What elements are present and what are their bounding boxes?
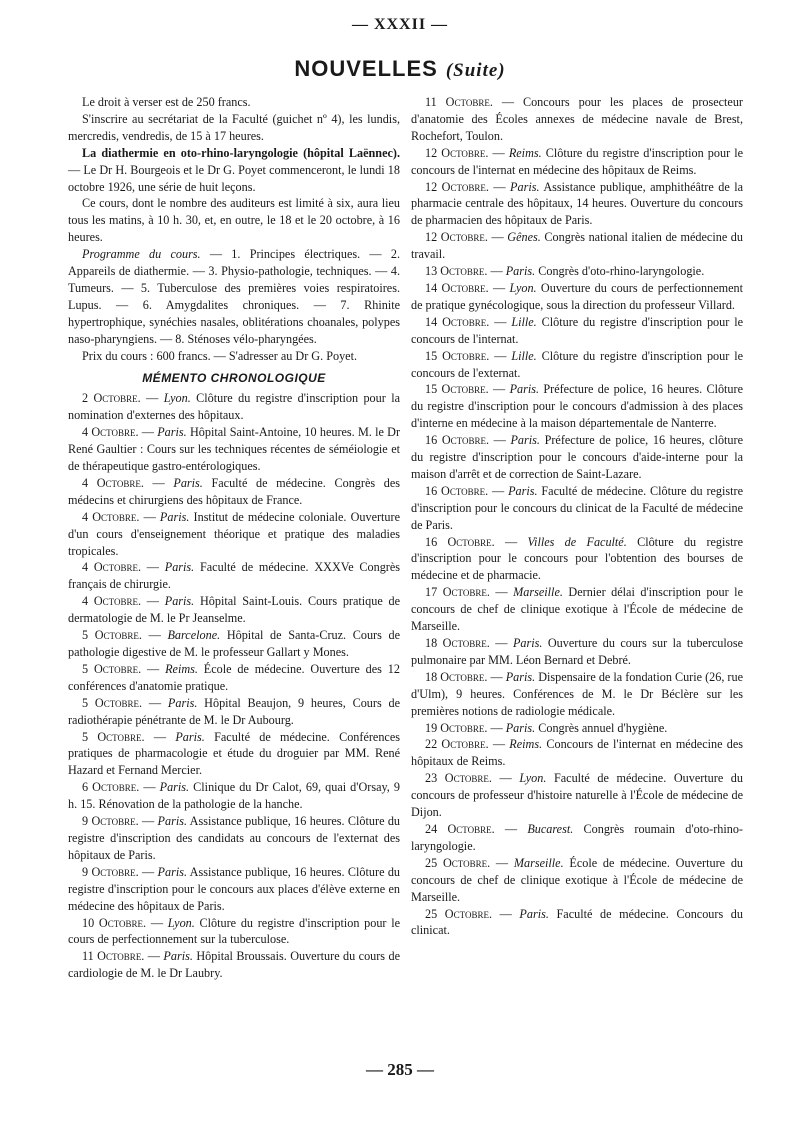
entry-text: Clôture du registre d'inscription pour le cours de perfectionnement sur la tuberculose. [68,915,400,947]
entry-place: Paris. [505,264,536,279]
entry-dash: — [144,949,164,964]
entry-dash: — [141,661,166,676]
entry-place: Lyon. [519,771,547,786]
paragraph-text: — Le Dr H. Bourgeois et le Dr G. Poyet commenceront, le lundi 18 octobre 1926, une série de huit leçons. [68,162,400,194]
entry-place: Paris. [167,695,198,710]
entry-place: Paris. [157,814,187,829]
entry-place: Paris. [159,780,190,795]
memento-entry [411,821,743,855]
entry-place: Paris. [164,560,195,575]
intro-paragraph [68,94,400,111]
paragraph-text: — 1. Principes électriques. — 2. Appareils de diathermie. — 3. Physio-pathologie, techniques. — 4. Tumeurs. — 5. Tuberculose des premières voies respiratoires. Lupus. — 6. Amygdalites chroniques. — 7. Rhinite hypertrophique, synéchies nasales, oblitérations choanales, polypes naso-pharyngiens. — 8. Sténoses vélo-pharyngées. [68,247,400,346]
memento-entry [68,509,400,560]
entry-text: Préfecture de police, 16 heures, clôture du registre d'inscription pour le concours d'aide-interne pour la maison d'arrêt et de correction de Saint-Lazare. [411,433,743,481]
memento-entry [411,584,743,635]
page-title [0,56,800,82]
memento-entry [411,432,743,483]
memento-entry [411,381,743,432]
paragraph-text: Le droit à verser est de 250 francs. [82,95,251,109]
entry-date: 25 Octobre. [425,855,491,870]
memento-entry [68,948,400,982]
entry-place: Paris. [510,433,540,448]
entry-dash: — [141,628,168,643]
entry-date: 24 Octobre. [425,821,495,836]
right-entries [411,94,743,939]
memento-entry [411,770,743,821]
paragraph-text: Ce cours, dont le nombre des auditeurs est limité à six, aura lieu tous les matins, à 10 h. 30, et, en outre, le 18 et le 20 octobre, à 16 heures. [68,196,400,245]
entry-date: 4 Octobre. [82,560,142,575]
memento-entry [68,813,400,864]
entry-text: Clôture du registre d'inscription pour le concours de l'internat en médecine des hôpitaux de Reims. [411,145,744,177]
memento-entry [68,729,400,780]
entry-place: Marseille. [513,585,563,600]
entry-place: Paris. [157,864,187,879]
memento-entry [411,635,743,669]
intro-paragraph [68,111,400,145]
entry-date: 15 Octobre. [425,382,489,397]
entry-dash: — [489,585,514,600]
memento-entry [411,94,743,145]
entry-date: 10 Octobre. [82,915,147,930]
entry-place: Paris. [512,636,543,650]
entry-text: École de médecine. Ouverture du concours de chef de clinique exotique à l'École de médecine de Marseille. [411,855,744,904]
entry-text: Concours pour les places de prosecteur d'anatomie des Écoles annexes de médecine navale de Brest, Rochefort, Toulon. [411,95,743,143]
page-number-roman: — XXXII — [351,16,449,33]
intro-paragraph [68,195,400,246]
entry-dash: — [488,483,509,498]
entry-text: Ouverture du cours sur la tuberculose pulmonaire par MM. Léon Bernard et Debré. [411,636,744,667]
title-suffix: (Suite) [445,60,506,81]
paragraph-text: Prix du cours : 600 francs. — S'adresser au Dr G. Poyet. [82,348,358,363]
entry-dash: — [488,737,510,752]
entry-place: Paris. [173,475,203,490]
entry-date: 18 Octobre. [425,636,490,650]
intro-paragraph [68,246,400,347]
program-heading: Programme du cours. [82,247,201,262]
entry-text: Dispensaire de la fondation Curie (26, rue d'Ulm), 9 heures. Conférences de M. le Dr Béclère sur les premières notions de radiologie médicale. [411,669,743,718]
title-text: NOUVELLES [294,56,438,81]
entry-date: 15 Octobre. [425,348,490,363]
intro-paragraph [68,145,400,196]
entry-text: École de médecine. Ouverture des 12 conférences d'anatomie pratique. [68,661,400,693]
entry-dash: — [138,814,158,829]
entry-dash: — [139,780,160,795]
entry-dash: — [489,636,513,650]
entry-place: Paris. [509,382,540,397]
memento-entry [68,779,400,813]
entry-date: 17 Octobre. [425,585,490,600]
memento-entry [68,559,400,593]
memento-entry [411,314,743,348]
entry-place: Paris. [159,509,190,524]
entry-dash: — [138,864,158,879]
memento-entry [68,695,400,729]
entry-dash: — [489,433,511,448]
entry-text: Concours de l'internat en médecine des hôpitaux de Reims. [411,737,743,769]
entry-dash: — [488,179,511,194]
entry-text: Faculté de médecine. Concours du clinicat. [411,906,743,938]
entry-place: Bucarest. [527,821,574,836]
left-column [68,94,400,982]
entry-text: Clôture du registre d'inscription pour le concours pour l'obtention des bourses de médecine et de pharmacie. [411,534,743,583]
entry-text: Clinique du Dr Calot, 69, quai d'Orsay, 9 h. 15. Rénovation de la pathologie de la hanche. [68,780,400,812]
entry-dash: — [487,720,506,735]
entry-place: Gênes. [507,230,541,245]
entry-place: Paris. [175,729,205,744]
memento-entry [411,229,743,263]
memento-entry [411,179,743,230]
entry-dash: — [140,391,164,406]
intro-section [68,94,400,365]
memento-entry [68,424,400,475]
intro-paragraph [68,348,400,365]
memento-entry [411,855,743,906]
entry-date: 11 Octobre. [425,95,493,109]
entry-dash: — [142,695,168,710]
entry-date: 16 Octobre. [425,483,489,498]
entry-text: Congrès annuel d'hygiène. [535,720,668,735]
memento-entry [68,593,400,627]
memento-entry [411,483,743,534]
entry-place: Paris. [164,594,195,609]
entry-date: 4 Octobre. [82,425,139,440]
entry-dash: — [141,594,165,609]
entry-text: Faculté de médecine. Clôture du registre d'inscription pour le concours du clinicat de la Faculté de médecine de Paris. [411,483,743,532]
entry-dash: — [488,382,510,397]
entry-place: Barcelone. [167,628,221,643]
news-heading: La diathermie en oto-rhino-laryngologie (hôpital Laënnec). [82,145,400,160]
entry-place: Villes de Faculté. [527,534,627,549]
memento-entry [411,263,743,280]
entry-dash: — [139,509,160,524]
entry-date: 18 Octobre. [425,669,488,684]
entry-date: 4 Octobre. [82,509,140,524]
entry-date: 13 Octobre. [425,264,488,279]
entry-date: 6 Octobre. [82,780,140,795]
entry-place: Reims. [165,661,198,676]
memento-entry [411,720,743,737]
left-entries [68,390,400,982]
entry-text: Assistance publique, 16 heures. Clôture du registre d'inscription des candidats au concours de l'externat des hôpitaux de Paris. [68,814,401,862]
entry-date: 4 Octobre. [82,475,144,490]
page-number: — 285 — [366,1060,434,1079]
entry-text: Assistance publique, amphithéâtre de la pharmacie centrale des hôpitaux, 14 heures. Ouverture du concours de pharmacien des hôpitaux de Paris. [411,179,744,228]
entry-place: Lyon. [167,915,195,930]
entry-text: Clôture du registre d'inscription pour le concours de l'internat. [411,314,744,346]
memento-entry [68,661,400,695]
entry-dash: — [487,669,506,684]
entry-text: Institut de médecine coloniale. Ouverture d'un cours d'enseignement théorique et pratique des maladies tropicales. [68,509,400,558]
entry-place: Lyon. [163,391,191,406]
entry-place: Lyon. [509,280,537,295]
entry-text: Hôpital Saint-Antoine, 10 heures. M. le Dr René Gaultier : Cours sur les techniques récentes de séméiologie et de thérapeutique gastro-entérologiques. [68,425,401,474]
entry-dash: — [492,906,520,921]
entry-text: Congrès roumain d'oto-rhino-laryngologie. [411,821,743,853]
entry-place: Paris. [519,906,549,921]
entry-dash: — [490,855,514,870]
entry-dash: — [494,821,528,836]
memento-entry [68,864,400,915]
memento-entry [411,736,743,770]
entry-dash: — [143,475,174,490]
entry-text: Ouverture du cours de perfectionnement de pratique gynécologique, sous la direction du professeur Villard. [411,280,743,312]
entry-text: Dernier délai d'inscription pour le concours de chef de clinique exotique à l'École de médecine de Marseille. [411,585,743,634]
entry-dash: — [491,771,520,786]
memento-entry [68,475,400,509]
entry-dash: — [146,915,168,930]
entry-date: 19 Octobre. [425,720,488,735]
entry-text: Assistance publique, 16 heures. Clôture du registre d'inscription pour le concours aux places d'élève externe en médecine des hôpitaux de Paris. [68,864,401,913]
memento-entry [411,145,743,179]
entry-date: 14 Octobre. [425,280,489,295]
entry-date: 16 Octobre. [425,433,490,448]
entry-date: 5 Octobre. [82,729,145,744]
entry-text: Hôpital Saint-Louis. Cours pratique de dermatologie de M. le Pr Jeanselme. [68,594,401,626]
memento-entry [68,390,400,424]
entry-dash: — [488,280,510,295]
entry-place: Lille. [511,314,537,329]
entry-place: Paris. [508,483,538,498]
entry-date: 5 Octobre. [82,661,142,676]
memento-heading: MÉMENTO CHRONOLOGIQUE [142,370,326,385]
entry-dash: — [144,729,176,744]
memento-entry [68,915,400,949]
entry-date: 22 Octobre. [425,737,489,752]
entry-text: Préfecture de police, 16 heures. Clôture du registre d'inscription pour le concours d'admission à des places d'interne en médecine à la maison départementale de Nanterre. [411,382,743,431]
entry-dash: — [492,95,523,109]
entry-text: Congrès d'oto-rhino-laryngologie. [535,264,705,279]
memento-entry [411,534,743,585]
entry-date: 9 Octobre. [82,864,139,879]
entry-text: Faculté de médecine. Conférences pratiques de pharmacologie et étude du droguier par MM. René Hazard et Fernand Mercier. [68,729,400,778]
entry-date: 4 Octobre. [82,594,142,609]
memento-entry [411,348,743,382]
entry-dash: — [489,314,512,329]
entry-date: 12 Octobre. [425,145,489,160]
entry-place: Paris. [510,179,540,194]
memento-entry [411,906,743,940]
entry-date: 12 Octobre. [425,230,488,245]
entry-date: 5 Octobre. [82,695,143,710]
entry-text: Hôpital Beaujon, 9 heures, Cours de radiothérapie pénétrante de M. le Dr Aubourg. [68,695,400,727]
entry-text: Congrès national italien de médecine du travail. [411,230,743,262]
entry-date: 2 Octobre. [82,391,141,406]
entry-text: Clôture du registre d'inscription pour le concours de l'externat. [411,348,744,380]
memento-entry [411,669,743,720]
entry-place: Paris. [157,425,187,440]
entry-date: 9 Octobre. [82,814,139,829]
entry-date: 14 Octobre. [425,314,490,329]
memento-entry [411,280,743,314]
entry-dash: — [138,425,158,440]
entry-dash: — [494,534,528,549]
entry-date: 16 Octobre. [425,534,495,549]
paragraph-text: S'inscrire au secrétariat de la Faculté (guichet nº 4), les lundis, mercredis, vendredis, de 15 à 17 heures. [68,111,400,143]
entry-dash: — [487,230,508,245]
entry-dash: — [488,145,509,160]
entry-date: 25 Octobre. [425,906,492,921]
entry-date: 12 Octobre. [425,179,489,194]
entry-text: Faculté de médecine. XXXVe Congrès français de chirurgie. [68,560,400,592]
entry-place: Paris. [505,669,536,684]
memento-entry [68,627,400,661]
entry-text: Clôture du registre d'inscription pour la nomination d'externes des hôpitaux. [68,391,400,423]
entry-text: Hôpital de Santa-Cruz. Cours de pathologie digestive de M. le professeur Gallart y Mones. [68,628,401,659]
entry-dash: — [489,348,512,363]
entry-place: Lille. [511,348,537,363]
entry-text: Hôpital Broussais. Ouverture du cours de cardiologie de M. le Dr Laubry. [68,949,400,981]
entry-place: Paris. [163,949,193,964]
entry-date: 23 Octobre. [425,771,492,786]
entry-place: Marseille. [513,855,564,870]
entry-date: 5 Octobre. [82,628,142,643]
entry-place: Reims. [509,737,543,752]
entry-text: Faculté de médecine. Congrès des médecins et chirurgiens des hôpitaux de France. [68,475,400,507]
entry-dash: — [487,264,506,279]
entry-text: Faculté de médecine. Ouverture du concours de professeur d'histoire naturelle à l'École de médecine de Dijon. [411,771,743,820]
entry-place: Reims. [508,145,542,160]
entry-date: 11 Octobre. [82,949,145,964]
right-column [411,94,743,939]
entry-place: Paris. [505,720,536,735]
entry-dash: — [141,560,165,575]
